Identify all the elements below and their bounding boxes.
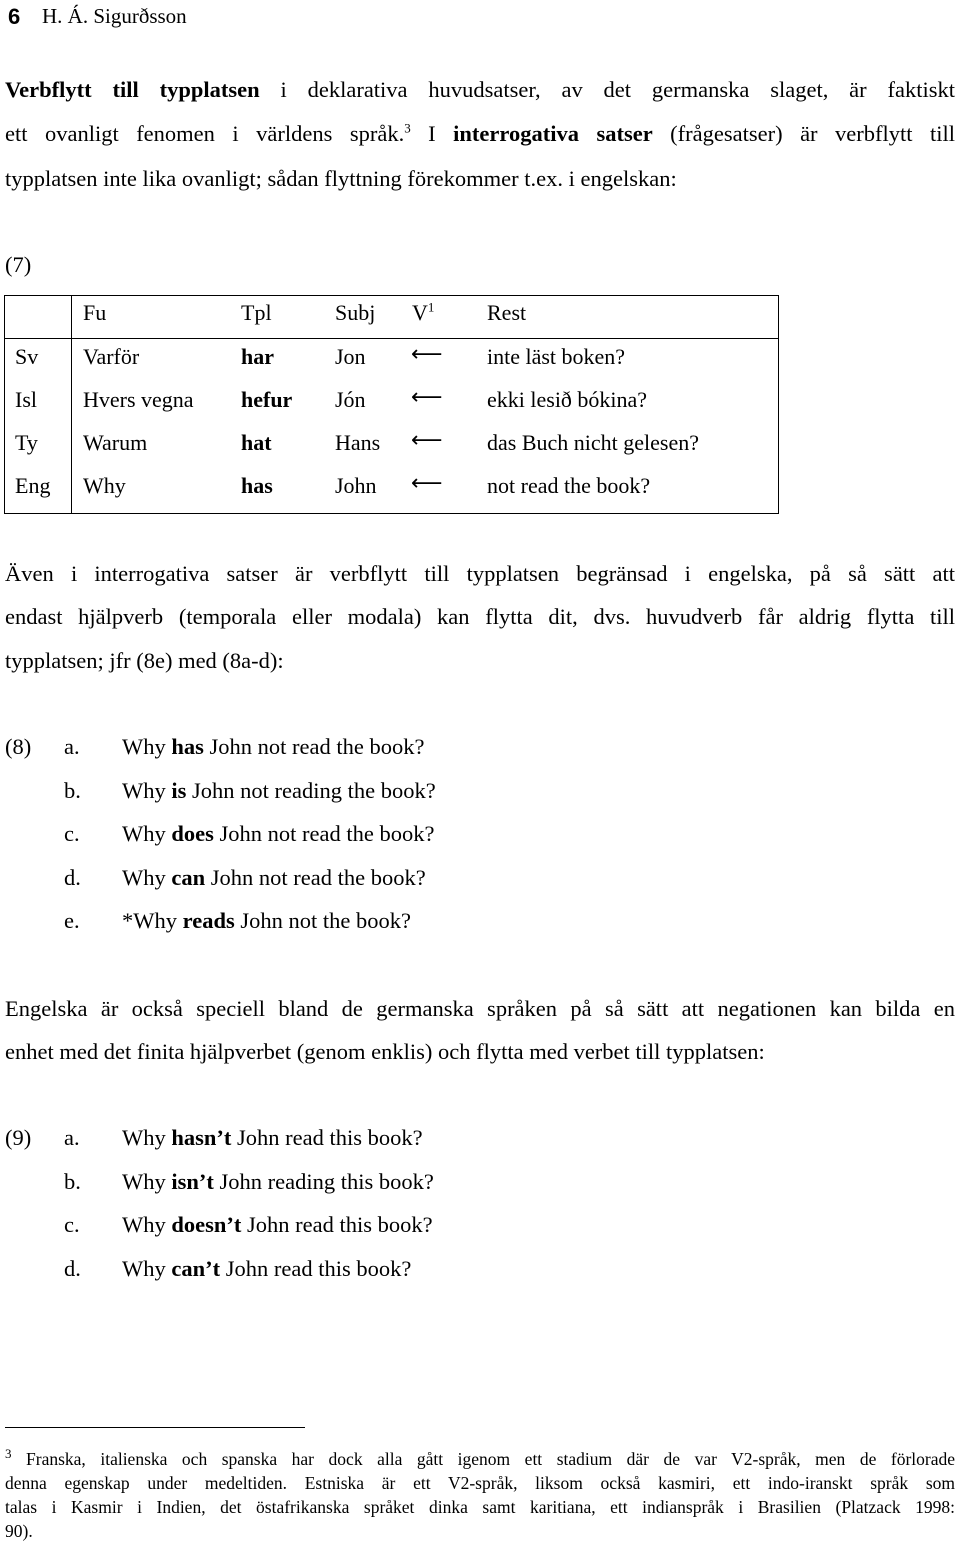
row-lang-sv: Sv bbox=[15, 344, 39, 369]
cell-subj: Hans bbox=[335, 430, 381, 455]
item-letter: c. bbox=[64, 821, 80, 846]
paragraph-1-line-1: Verbflytt till typplatsen i deklarativa huvudsatser, av det germanska slaget, är faktiskt bbox=[5, 77, 956, 102]
paragraph-2-line-3: typplatsen; jfr (8e) med (8a-d): bbox=[5, 648, 284, 673]
term-interrogativa: interrogativa satser bbox=[453, 121, 653, 146]
example-sentence: Why can John not read the book? bbox=[122, 865, 426, 890]
col-header-tpl: Tpl bbox=[241, 300, 272, 325]
left-arrow-icon: ⟵ bbox=[411, 342, 443, 367]
example-sentence: *Why reads John not the book? bbox=[122, 908, 411, 933]
table-divider-vertical bbox=[71, 296, 72, 513]
cell-rest: ekki lesið bókina? bbox=[487, 387, 648, 412]
cell-subj: Jon bbox=[335, 344, 366, 369]
cell-tpl: hat bbox=[241, 430, 272, 455]
col-header-rest: Rest bbox=[487, 300, 527, 325]
col-header-v1: $V^1$ bbox=[412, 299, 435, 325]
paragraph-2-line-2: endast hjälpverb (temporala eller modala) kan flytta dit, dvs. huvudverb får aldrig flytta till bbox=[5, 604, 955, 629]
left-arrow-icon: ⟵ bbox=[411, 471, 443, 496]
cell-rest: inte läst boken? bbox=[487, 344, 626, 369]
example-sentence: Why isn’t John reading this book? bbox=[122, 1169, 434, 1194]
example-sentence: Why is John not reading the book? bbox=[122, 778, 436, 803]
row-lang-eng: Eng bbox=[15, 473, 51, 498]
item-letter: a. bbox=[64, 1125, 80, 1150]
cell-fu: Varför bbox=[83, 344, 140, 369]
footnote-rule bbox=[5, 1427, 305, 1428]
example-8-label: (8) bbox=[5, 734, 32, 759]
item-letter: d. bbox=[64, 1256, 81, 1281]
paragraph-3-line-1: Engelska är också speciell bland de germanska språken på så sätt att negationen kan bilda en bbox=[5, 996, 955, 1021]
cell-fu: Hvers vegna bbox=[83, 387, 194, 412]
row-lang-ty: Ty bbox=[15, 430, 38, 455]
example-sentence: Why doesn’t John read this book? bbox=[122, 1212, 433, 1237]
left-arrow-icon: ⟵ bbox=[411, 428, 443, 453]
paragraph-3-line-2: enhet med det finita hjälpverbet (genom enklis) och flytta med verbet till typplatsen: bbox=[5, 1039, 765, 1064]
example-sentence: Why hasn’t John read this book? bbox=[122, 1125, 423, 1150]
left-arrow-icon: ⟵ bbox=[411, 385, 443, 410]
item-letter: c. bbox=[64, 1212, 80, 1237]
cell-tpl: har bbox=[241, 344, 274, 369]
example-sentence: Why can’t John read this book? bbox=[122, 1256, 412, 1281]
col-header-fu: Fu bbox=[83, 300, 107, 325]
cell-rest: das Buch nicht gelesen? bbox=[487, 430, 699, 455]
footnote-line-2: denna egenskap under medeltiden. Estniska är ett V2-språk, liksom också kasmiri, ett indo-iranskt språk som bbox=[5, 1473, 955, 1493]
example-sentence: Why has John not read the book? bbox=[122, 734, 425, 759]
cell-fu: Why bbox=[83, 473, 126, 498]
example-7-table bbox=[4, 295, 779, 514]
paragraph-1-line-2: ett ovanligt fenomen i världens språk.$^3$ I interrogativa satser (frågesatser) är verbflytt till bbox=[5, 120, 955, 146]
page-number: 6 bbox=[8, 4, 21, 29]
running-head: H. Á. Sigurðsson bbox=[42, 4, 187, 28]
paragraph-2-line-1: Även i interrogativa satser är verbflytt till typplatsen begränsad i engelska, på så sätt att bbox=[5, 561, 955, 586]
item-letter: d. bbox=[64, 865, 81, 890]
footnote-mark: 3 bbox=[5, 1446, 12, 1462]
item-letter: b. bbox=[64, 1169, 81, 1194]
row-lang-isl: Isl bbox=[15, 387, 37, 412]
example-sentence: Why does John not read the book? bbox=[122, 821, 435, 846]
item-letter: b. bbox=[64, 778, 81, 803]
paragraph-1-line-3: typplatsen inte lika ovanligt; sådan flyttning förekommer t.ex. i engelskan: bbox=[5, 166, 677, 191]
footnote-ref: 3 bbox=[404, 120, 411, 136]
table-divider-horizontal bbox=[5, 338, 778, 339]
footnote-line-3: talas i Kasmir i Indien, det östafrikanska språket dinka samt karitiana, ett indianspråk i Brasilien (Platzack 1998: bbox=[5, 1497, 955, 1517]
cell-subj: John bbox=[335, 473, 377, 498]
cell-rest: not read the book? bbox=[487, 473, 651, 498]
col-header-subj: Subj bbox=[335, 300, 376, 325]
cell-subj: Jón bbox=[335, 387, 366, 412]
footnote-line-1: $^3$ Franska, italienska och spanska har dock alla gått igenom ett stadium där de var V2-språk, men de förlorade bbox=[5, 1446, 955, 1469]
item-letter: e. bbox=[64, 908, 80, 933]
item-letter: a. bbox=[64, 734, 80, 759]
example-7-label: (7) bbox=[5, 252, 32, 277]
term-verbflytt: Verbflytt till typplatsen bbox=[5, 77, 260, 102]
cell-tpl: hefur bbox=[241, 387, 293, 412]
footnote-line-4: 90). bbox=[5, 1521, 33, 1541]
cell-tpl: has bbox=[241, 473, 273, 498]
example-9-label: (9) bbox=[5, 1125, 32, 1150]
cell-fu: Warum bbox=[83, 430, 148, 455]
